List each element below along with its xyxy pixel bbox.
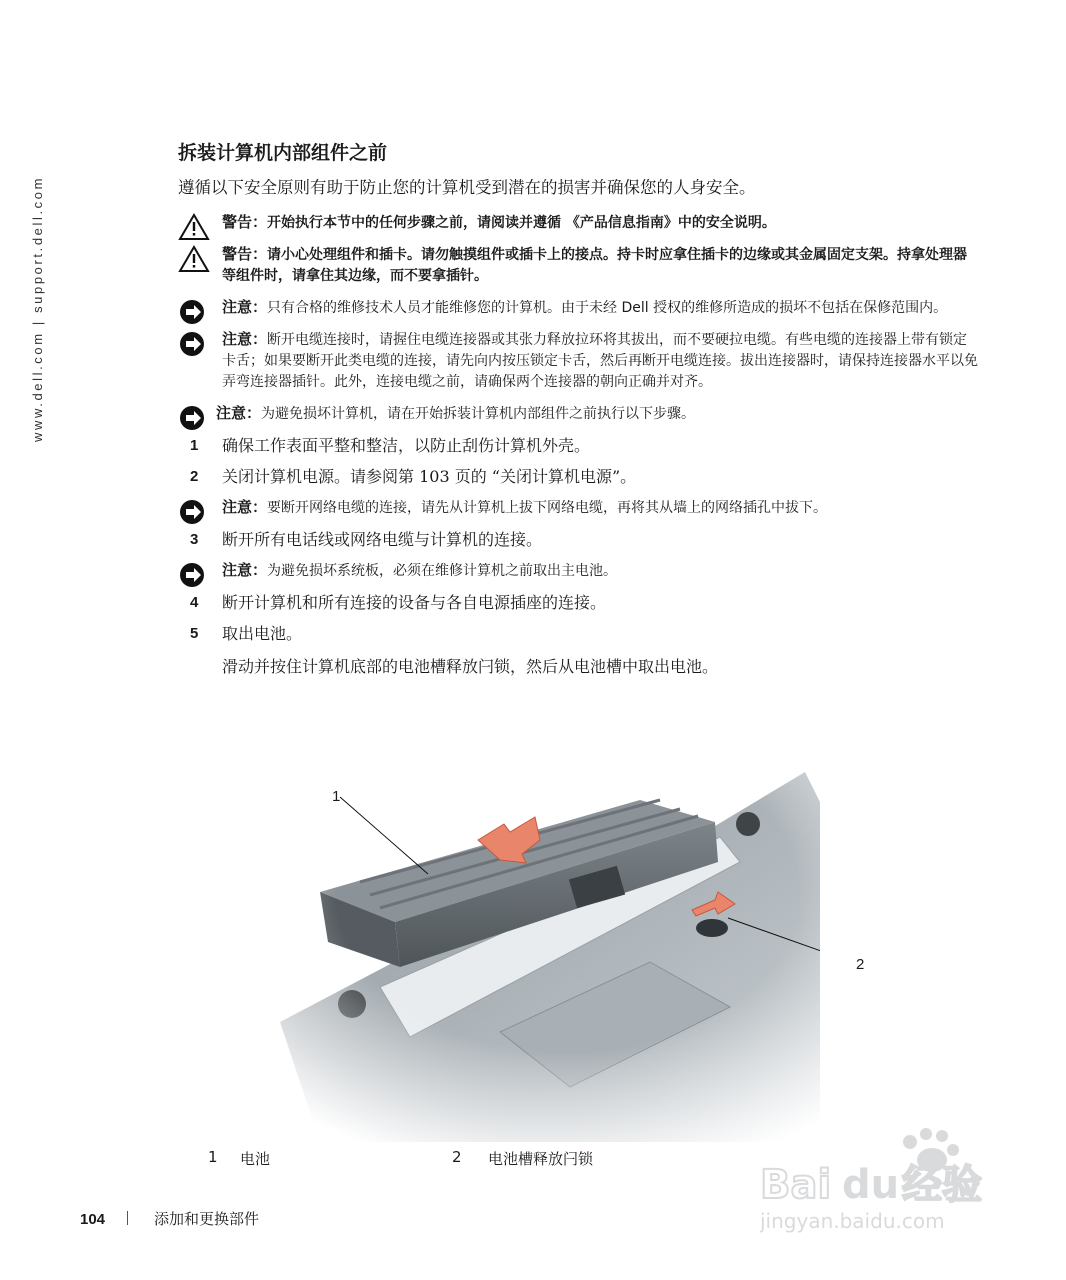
step-text: 关闭计算机电源。请参阅第 103 页的 “关闭计算机电源”。 [222, 467, 637, 486]
caution-arrow-icon [178, 404, 210, 432]
caution-arrow-icon [178, 561, 210, 589]
battery-removal-illustration [260, 762, 820, 1142]
caution-text: 为避免损坏计算机，请在开始拆装计算机内部组件之前执行以下步骤。 [261, 406, 696, 422]
caution-arrow-icon [178, 498, 210, 526]
svg-text:du: du [842, 1162, 900, 1208]
step-text: 取出电池。 [222, 624, 303, 643]
caution-label: 注意： [222, 298, 268, 316]
footer-divider [127, 1211, 128, 1225]
caution-label: 注意： [222, 330, 268, 348]
caution-notice [178, 297, 978, 319]
warning-label: 警告： [222, 245, 268, 263]
caption-text: 电池 [240, 1150, 271, 1168]
side-url: www.dell.com | support.dell.com [30, 175, 45, 442]
step-description: 滑动并按住计算机底部的电池槽释放闩锁，然后从电池槽中取出电池。 [222, 657, 719, 676]
section-title: 拆装计算机内部组件之前 [178, 142, 388, 164]
chapter-title: 添加和更换部件 [154, 1210, 260, 1228]
warning-label: 警告： [222, 213, 268, 231]
step-item [178, 592, 978, 614]
warning-text: 开始执行本节中的任何步骤之前，请阅读并遵循 《产品信息指南》中的安全说明。 [267, 215, 776, 231]
warning-triangle-icon [178, 245, 210, 273]
caution-arrow-icon [178, 298, 210, 326]
step-number: 5 [190, 625, 199, 642]
caution-text: 断开电缆连接时，请握住电缆连接器或其张力释放拉环将其拔出，而不要硬拉电缆。有些电缆的连接器上带有锁定卡舌；如果要断开此类电缆的连接，请先向内按压锁定卡舌，然后再断开电缆连接。拔出连接器时，请保持连接器水平以免弄弯连接器插针。此外，连接电缆之前，请确保两个连接器的朝向正确并对齐。 [222, 332, 978, 390]
callout-label: 2 [856, 956, 865, 973]
step-text: 断开所有电话线或网络电缆与计算机的连接。 [222, 530, 543, 549]
step-number: 1 [190, 437, 199, 454]
svg-text:经验: 经验 [902, 1162, 982, 1208]
caution-arrow-icon [178, 330, 210, 358]
caution-notice [178, 497, 978, 519]
main-content [178, 138, 978, 677]
caution-notice [178, 403, 978, 425]
step-text: 断开计算机和所有连接的设备与各自电源插座的连接。 [222, 593, 607, 612]
caution-notice [178, 329, 978, 393]
caption-number: 2 [452, 1148, 462, 1166]
step-item [178, 435, 978, 457]
page-number: 104 [80, 1211, 106, 1228]
baidu-watermark-logo [760, 1120, 1010, 1235]
step-item [178, 466, 978, 488]
step-item [178, 529, 978, 551]
caution-text: 要断开网络电缆的连接，请先从计算机上拔下网络电缆，再将其从墙上的网络插孔中拔下。 [267, 500, 828, 516]
caution-notice [178, 560, 978, 582]
caption-number: 1 [208, 1148, 218, 1166]
warning-notice [178, 212, 978, 234]
warning-triangle-icon [178, 213, 210, 241]
caution-text: 只有合格的维修技术人员才能维修您的计算机。由于未经 Dell 授权的维修所造成的损坏不包括在保修范围内。 [267, 300, 948, 316]
intro-text: 遵循以下安全原则有助于防止您的计算机受到潜在的损害并确保您的人身安全。 [178, 178, 756, 197]
caution-label: 注意： [216, 404, 262, 422]
step-item [178, 623, 978, 645]
caution-label: 注意： [222, 498, 268, 516]
step-text: 确保工作表面平整和整洁，以防止刮伤计算机外壳。 [222, 436, 591, 455]
step-number: 4 [190, 594, 199, 611]
svg-text:Bai: Bai [760, 1162, 832, 1208]
step-number: 3 [190, 531, 199, 548]
svg-text:jingyan.baidu.com: jingyan.baidu.com [760, 1209, 945, 1233]
warning-notice [178, 244, 978, 287]
caution-label: 注意： [222, 561, 268, 579]
warning-text: 请小心处理组件和插卡。请勿触摸组件或插卡上的接点。持卡时应拿住插卡的边缘或其金属固定支架。持拿处理器等组件时，请拿住其边缘，而不要拿插针。 [222, 247, 968, 284]
callout-label: 1 [332, 788, 341, 805]
caption-text: 电池槽释放闩锁 [488, 1150, 594, 1168]
caution-text: 为避免损坏系统板，必须在维修计算机之前取出主电池。 [267, 563, 618, 579]
step-number: 2 [190, 468, 199, 485]
page-footer [80, 1208, 259, 1229]
